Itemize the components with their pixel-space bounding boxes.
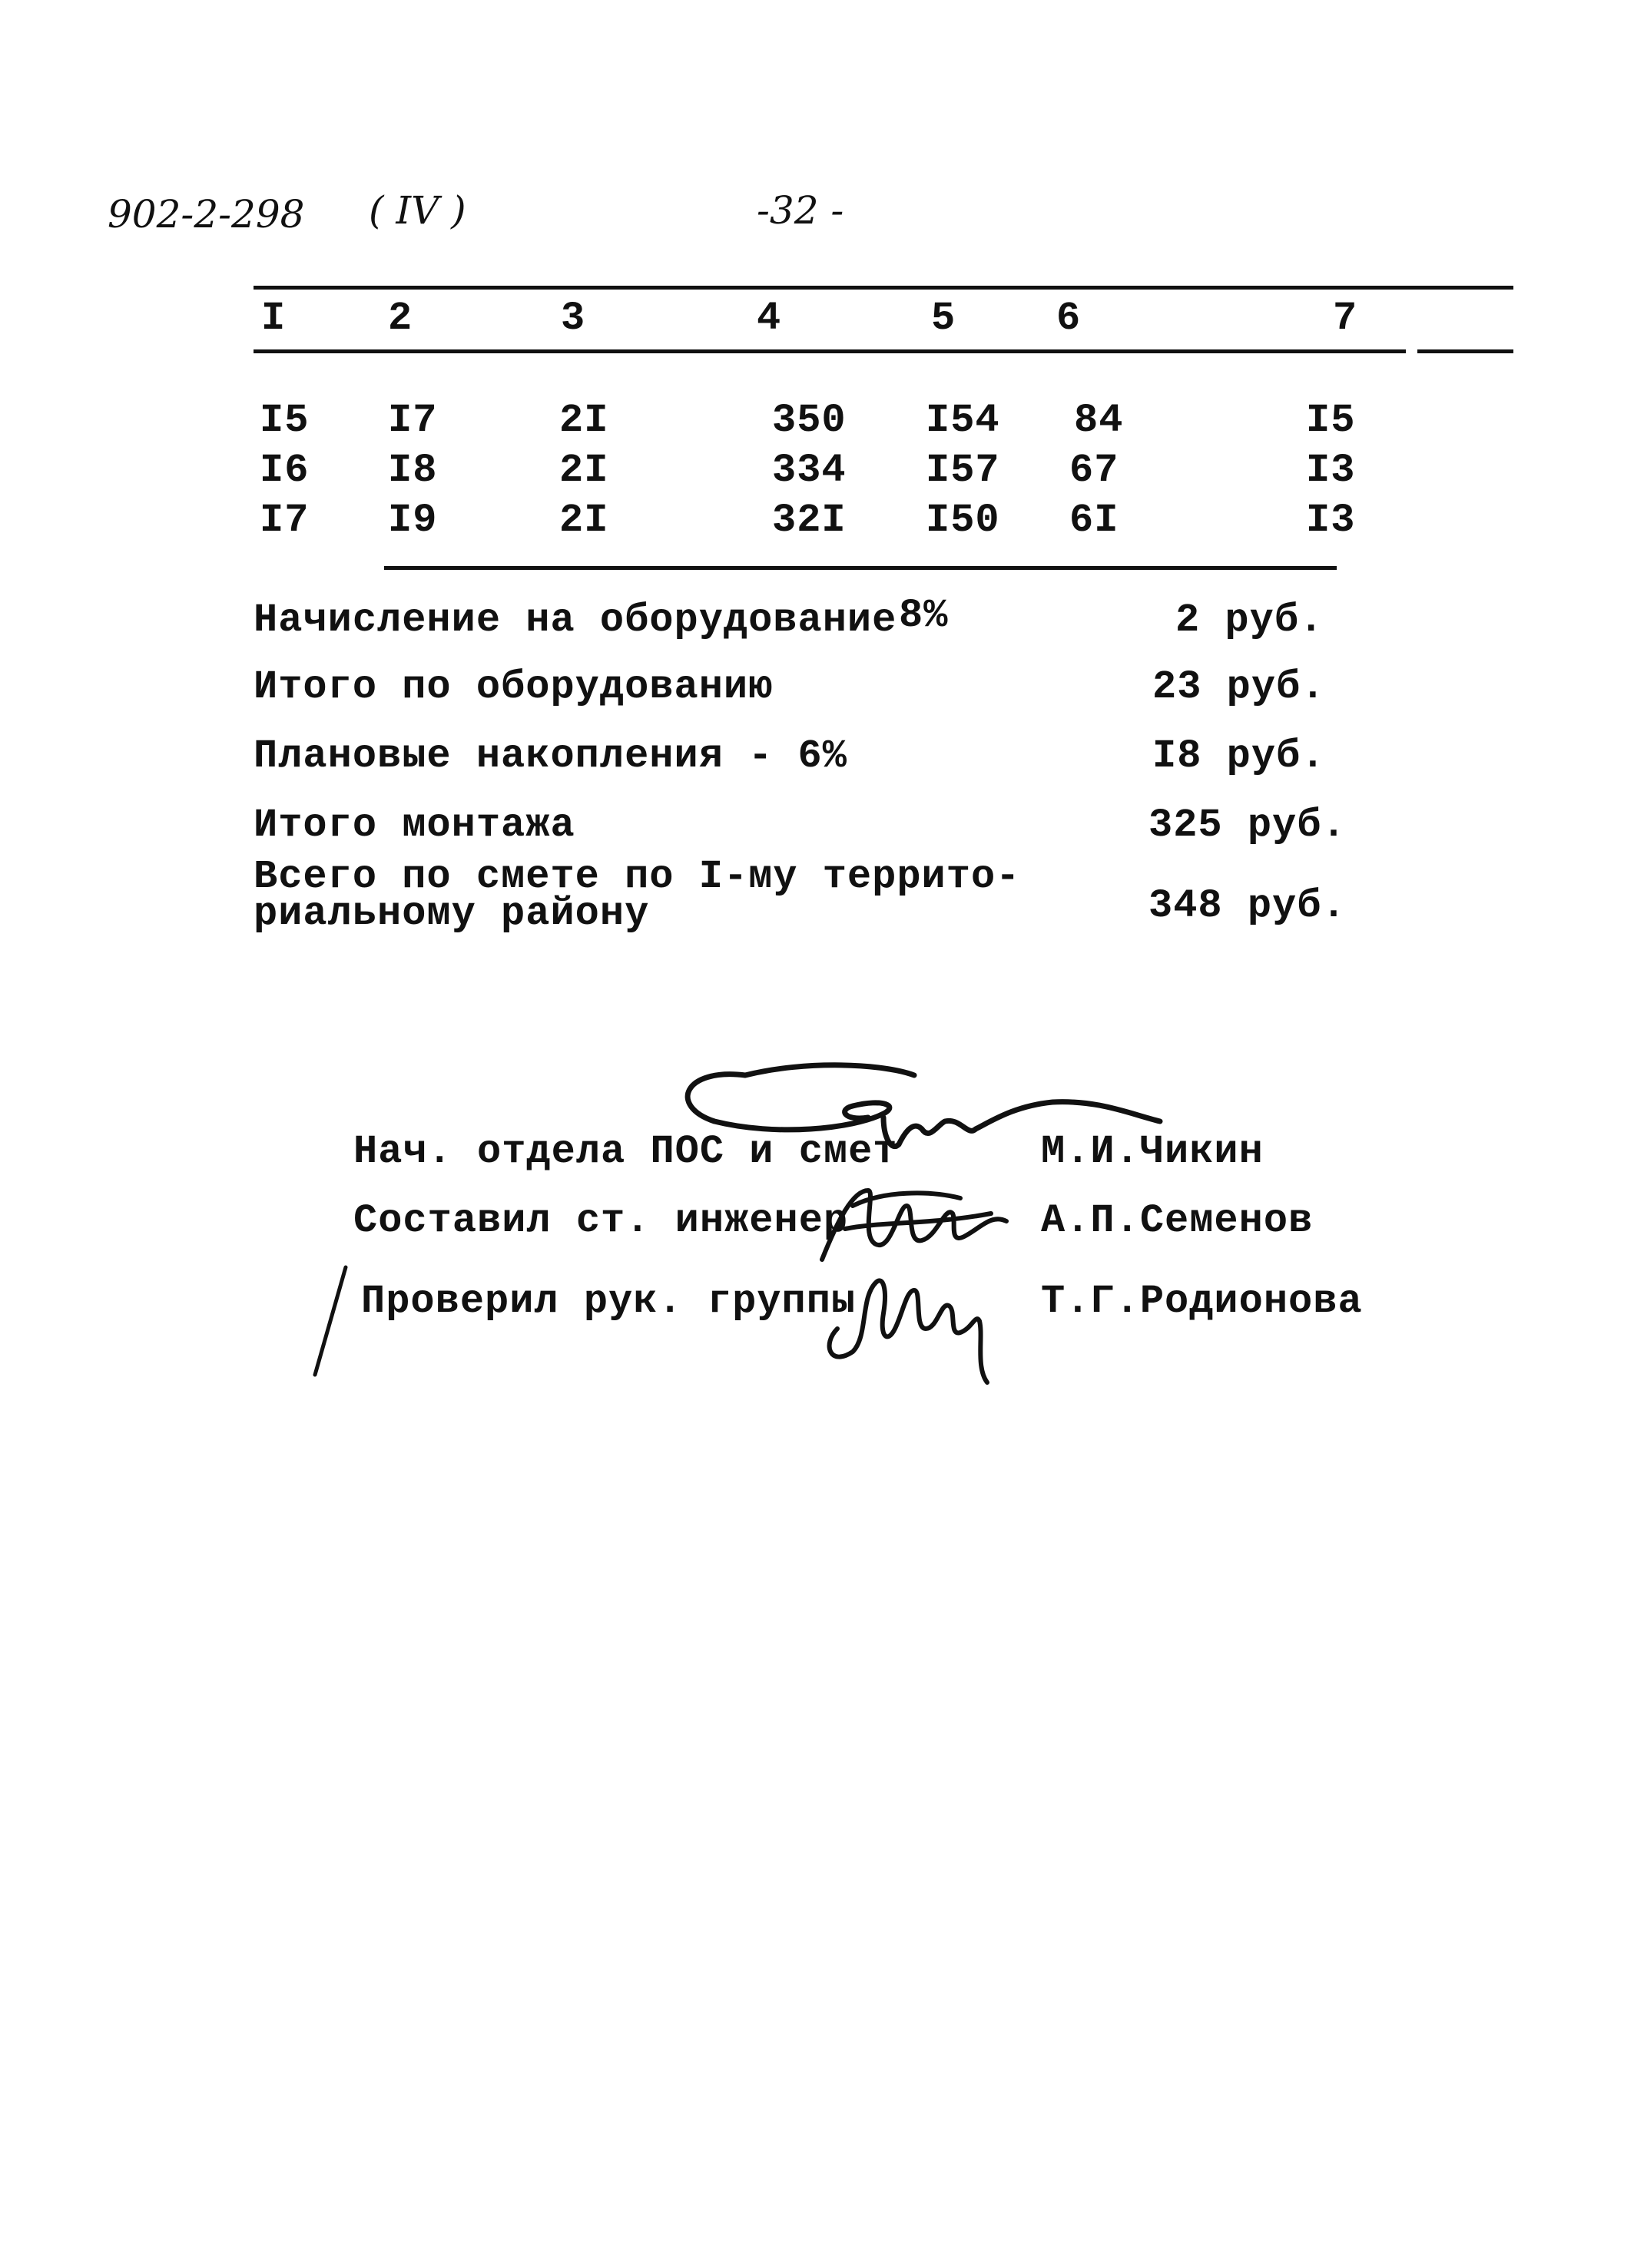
table-cell: I8 xyxy=(388,448,438,493)
section-label: ( IV ) xyxy=(369,188,466,233)
document-number: 902-2-298 xyxy=(108,192,305,237)
summary-amount: 23 руб. xyxy=(1152,664,1326,710)
signature-role: Нач. отдела ПОС и смет xyxy=(353,1129,898,1174)
signature-name: Т.Г.Родионова xyxy=(1041,1279,1363,1324)
table-cell: I5 xyxy=(260,398,310,443)
table-header-rule-tail xyxy=(1417,349,1513,353)
column-header-4: 4 xyxy=(757,296,782,341)
summary-label: риальному району xyxy=(254,891,650,936)
summary-label: Плановые накопления - 6% xyxy=(254,733,847,779)
table-cell: 350 xyxy=(772,398,847,443)
table-cell: I7 xyxy=(260,498,310,543)
table-cell: I57 xyxy=(926,448,1000,493)
table-cell: I9 xyxy=(388,498,438,543)
summary-amount: I8 руб. xyxy=(1152,733,1326,779)
signature-role: Составил ст. инженер xyxy=(353,1198,849,1243)
column-header-5: 5 xyxy=(931,296,956,341)
table-cell: I54 xyxy=(926,398,1000,443)
table-header-rule xyxy=(254,349,1406,353)
signature-name: А.П.Семенов xyxy=(1041,1198,1314,1243)
table-cell: I3 xyxy=(1306,448,1356,493)
signature-role: Проверил рук. группы xyxy=(361,1279,857,1324)
table-cell: 6I xyxy=(1069,498,1119,543)
summary-amount: 348 руб. xyxy=(1148,883,1347,929)
summary-amount: 2 руб. xyxy=(1175,598,1324,643)
table-cell: I6 xyxy=(260,448,310,493)
table-cell: 2I xyxy=(559,398,609,443)
table-cell: I5 xyxy=(1306,398,1356,443)
summary-label: Всего по смете по I-му террито- xyxy=(254,854,1021,899)
column-header-2: 2 xyxy=(388,296,413,341)
signature-rodionova xyxy=(814,1237,1014,1390)
table-cell: I3 xyxy=(1306,498,1356,543)
table-top-rule xyxy=(254,286,1513,290)
summary-label: Итого по оборудованию xyxy=(254,664,774,710)
table-cell: 2I xyxy=(559,448,609,493)
column-header-6: 6 xyxy=(1056,296,1082,341)
table-cell: I7 xyxy=(388,398,438,443)
summary-label: Итого монтажа xyxy=(254,803,575,848)
page-number: -32 - xyxy=(757,188,844,233)
table-cell: I50 xyxy=(926,498,1000,543)
table-cell: 32I xyxy=(772,498,847,543)
table-cell: 334 xyxy=(772,448,847,493)
summary-amount: 325 руб. xyxy=(1148,803,1347,848)
margin-slash-mark xyxy=(307,1260,353,1382)
summary-label: Начисление на оборудование xyxy=(254,598,897,643)
column-header-7: 7 xyxy=(1333,296,1358,341)
table-cell: 84 xyxy=(1074,398,1124,443)
table-cell: 2I xyxy=(559,498,609,543)
signature-name: М.И.Чикин xyxy=(1041,1129,1264,1174)
column-header-1: I xyxy=(261,296,287,341)
table-bottom-rule xyxy=(384,566,1337,570)
column-header-3: 3 xyxy=(561,296,586,341)
summary-rate: 8% xyxy=(899,593,949,638)
table-cell: 67 xyxy=(1069,448,1119,493)
